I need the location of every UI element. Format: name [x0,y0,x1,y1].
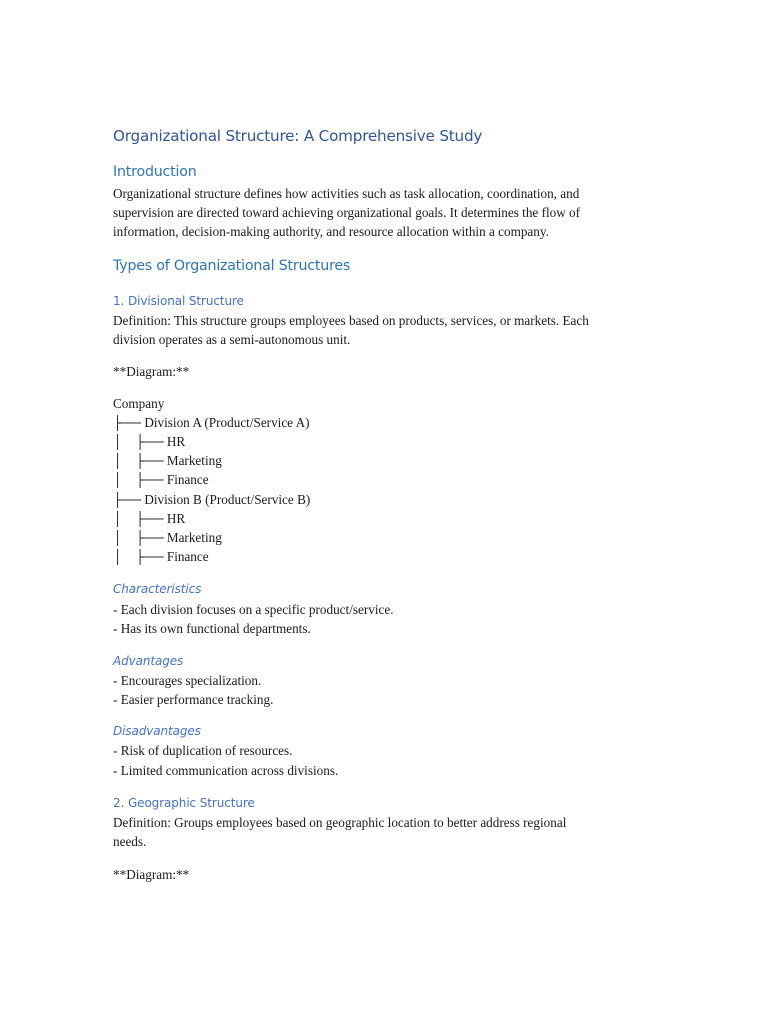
characteristics-heading: Characteristics [113,582,202,596]
introduction-line-3: information, decision-making authority, and resource allocation within a company. [113,224,549,239]
disadvantages-item-1: - Risk of duplication of resources. [113,743,293,758]
disadvantages-item-2: - Limited communication across divisions. [113,763,339,778]
tree-line: │ ├── HR [113,511,186,526]
divisional-heading: 1. Divisional Structure [113,294,244,308]
tree-line: Company [113,396,165,411]
advantages-heading: Advantages [113,654,184,668]
divisional-definition-line-2: division operates as a semi-autonomous unit. [113,332,351,347]
tree-line: │ ├── Marketing [113,453,222,468]
advantages-item-1: - Encourages specialization. [113,673,262,688]
tree-line: ├── Division B (Product/Service B) [113,492,311,507]
introduction-line-1: Organizational structure defines how activities such as task allocation, coordination, and [113,186,580,201]
geographic-definition-line-2: needs. [113,834,147,849]
document-title: Organizational Structure: A Comprehensive Study [113,127,483,145]
characteristics-item-2: - Has its own functional departments. [113,621,311,636]
disadvantages-heading: Disadvantages [113,724,201,738]
characteristics-item-1: - Each division focuses on a specific product/service. [113,602,394,617]
tree-line: │ ├── HR [113,434,186,449]
tree-line: │ ├── Marketing [113,530,222,545]
divisional-definition-line-1: Definition: This structure groups employees based on products, services, or markets. Each [113,313,589,328]
types-heading: Types of Organizational Structures [113,258,351,274]
divisional-diagram-label: **Diagram:** [113,364,190,379]
tree-line: │ ├── Finance [113,472,209,487]
introduction-line-2: supervision are directed toward achieving organizational goals. It determines the flow of [113,205,581,220]
geographic-definition-line-1: Definition: Groups employees based on geographic location to better address regional [113,815,567,830]
geographic-heading: 2. Geographic Structure [113,796,255,810]
tree-line: ├── Division A (Product/Service A) [113,415,310,430]
advantages-item-2: - Easier performance tracking. [113,692,274,707]
geographic-diagram-label: **Diagram:** [113,867,190,882]
tree-line: │ ├── Finance [113,549,209,564]
introduction-heading: Introduction [113,164,197,180]
